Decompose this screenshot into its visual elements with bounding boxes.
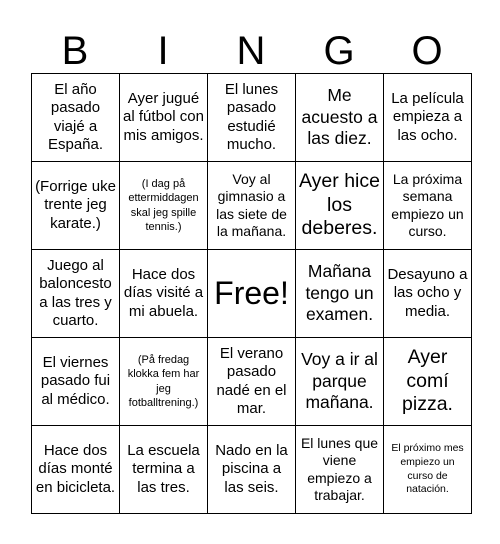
bingo-cell[interactable] xyxy=(296,162,384,250)
cell-text: (På fredag klokka fem har jeg fotballtrening.) xyxy=(127,353,200,409)
bingo-cell[interactable] xyxy=(32,250,120,338)
cell-text: Hace dos días monté en bicicleta. xyxy=(35,442,116,496)
bingo-title xyxy=(31,26,471,76)
title-letter-i: I xyxy=(157,29,169,73)
bingo-cell[interactable] xyxy=(32,74,120,162)
bingo-cell[interactable] xyxy=(208,162,296,250)
bingo-cell[interactable] xyxy=(208,74,296,162)
bingo-cell[interactable] xyxy=(32,338,120,426)
cell-text: El año pasado viajé a España. xyxy=(47,80,104,153)
cell-text: Voy a ir al parque mañana. xyxy=(301,349,378,413)
cell-text: Juego al baloncesto a las tres y cuarto. xyxy=(39,256,112,329)
cell-text: Me acuesto a las diez. xyxy=(301,85,378,149)
cell-text: (Forrige uke trente jeg karate.) xyxy=(35,178,116,232)
board-row-1 xyxy=(32,74,472,162)
cell-text: El lunes pasado estudié mucho. xyxy=(224,80,279,153)
free-space-label: Free! xyxy=(214,274,289,311)
cell-text: Voy al gimnasio a las siete de la mañana. xyxy=(216,171,287,239)
cell-text: (I dag på ettermiddagen skal jeg spille tennis.) xyxy=(128,177,199,233)
cell-text: El viernes pasado fui al médico. xyxy=(40,354,111,408)
bingo-board xyxy=(31,73,472,514)
bingo-cell[interactable] xyxy=(296,338,384,426)
cell-text: Ayer comí pizza. xyxy=(402,346,453,416)
bingo-cell[interactable] xyxy=(32,162,120,250)
cell-text: Ayer hice los deberes. xyxy=(299,170,380,240)
bingo-cell[interactable] xyxy=(384,74,472,162)
title-letter-o: O xyxy=(411,29,443,73)
cell-text: Hace dos días visité a mi abuela. xyxy=(123,266,204,320)
cell-text: El lunes que viene empiezo a trabajar. xyxy=(300,435,379,503)
free-space[interactable] xyxy=(208,250,296,338)
bingo-cell[interactable] xyxy=(120,250,208,338)
bingo-cell[interactable] xyxy=(32,426,120,514)
cell-text: Mañana tengo un examen. xyxy=(305,261,374,325)
board-row-5 xyxy=(32,426,472,514)
cell-text: El próximo mes empiezo un curso de natación. xyxy=(391,442,464,496)
title-letter-n: N xyxy=(236,29,266,73)
bingo-cell[interactable] xyxy=(296,250,384,338)
bingo-cell[interactable] xyxy=(208,426,296,514)
bingo-cell[interactable] xyxy=(384,338,472,426)
bingo-cell[interactable] xyxy=(120,74,208,162)
bingo-cell[interactable] xyxy=(384,426,472,514)
bingo-cell[interactable] xyxy=(120,338,208,426)
cell-text: Ayer jugué al fútbol con mis amigos. xyxy=(123,90,204,144)
cell-text: La próxima semana empiezo un curso. xyxy=(391,171,464,239)
cell-text: Nado en la piscina a las seis. xyxy=(215,442,288,496)
bingo-cell[interactable] xyxy=(296,426,384,514)
title-letter-g: G xyxy=(323,29,355,73)
cell-text: La película empieza a las ocho. xyxy=(391,90,464,144)
cell-text: El verano pasado nadé en el mar. xyxy=(216,344,287,417)
bingo-cell[interactable] xyxy=(208,338,296,426)
bingo-cell[interactable] xyxy=(296,74,384,162)
cell-text: Desayuno a las ocho y media. xyxy=(387,266,468,320)
board-row-2 xyxy=(32,162,472,250)
board-row-3 xyxy=(32,250,472,338)
title-letter-b: B xyxy=(61,29,89,73)
bingo-cell[interactable] xyxy=(384,250,472,338)
bingo-cell[interactable] xyxy=(384,162,472,250)
cell-text: La escuela termina a las tres. xyxy=(127,442,200,496)
bingo-cell[interactable] xyxy=(120,426,208,514)
board-row-4 xyxy=(32,338,472,426)
bingo-cell[interactable] xyxy=(120,162,208,250)
